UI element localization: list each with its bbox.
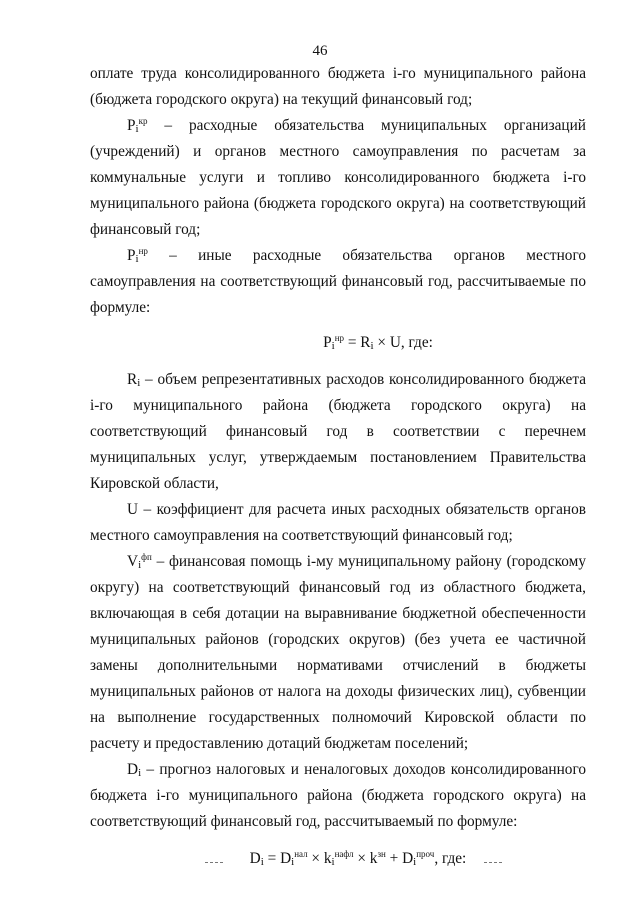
formula-superscript: проч <box>416 849 435 859</box>
formula-term: × k <box>353 850 378 867</box>
definition-text: – финансовая помощь i-му муниципальному району (городскому округу) на соответствующий финансовый год из областного бюджета, включающая в себя дотации на выравнивание бюджетной обеспеченности муниципальных районов (городских округов) (без учета ее частичной замены дополнительными нормативами отчислений в бюджеты муниципальных районов от налога на доходы физических лиц), субвенции на выполнение государственных полномочий Кировской области по расчету и предоставлению дотаций бюджетам поселений; <box>90 553 586 752</box>
footer-mark-left <box>205 862 223 864</box>
formula-term: , где: <box>434 850 467 867</box>
formula-term: = R <box>344 334 371 351</box>
paragraph-r-definition <box>90 367 586 497</box>
formula-subscript: i <box>331 340 335 352</box>
paragraph-p-kr-definition <box>90 113 586 243</box>
symbol-p: P <box>127 117 136 134</box>
formula-superscript: нал <box>294 849 308 859</box>
formula-subscript: i <box>331 856 335 868</box>
symbol-subscript: i <box>137 377 141 389</box>
symbol-r: R <box>127 371 138 388</box>
document-body <box>90 61 586 873</box>
formula-superscript: нр <box>334 333 345 343</box>
formula-term: P <box>323 334 332 351</box>
symbol-superscript: кр <box>138 116 148 126</box>
symbol-subscript: i <box>135 253 139 265</box>
formula-subscript: i <box>291 856 295 868</box>
paragraph-d-definition <box>90 757 586 835</box>
symbol-v: V <box>127 553 139 570</box>
formula-term: × k <box>307 850 332 867</box>
formula-subscript: i <box>413 856 417 868</box>
formula-term: + D <box>385 850 414 867</box>
paragraph-v-fp-definition <box>90 549 586 757</box>
symbol-subscript: i <box>135 123 139 135</box>
formula-subscript: i <box>370 340 374 352</box>
formula-d <box>130 845 586 873</box>
definition-text: – расходные обязательства муниципальных организаций (учреждений) и органов местного самоуправления по расчетам за коммунальные услуги и топливо консолидированного бюджета i-го муниципального района (бюджета городского округа) на соответствующий финансовый год; <box>90 117 586 238</box>
paragraph-continuation: оплате труда консолидированного бюджета i-го муниципального района (бюджета городского округа) на текущий финансовый год; <box>90 65 586 108</box>
footer-mark-right <box>484 862 502 864</box>
formula-term: × U, где: <box>373 334 433 351</box>
formula-term: = D <box>263 850 292 867</box>
formula-superscript: зн <box>377 849 386 859</box>
symbol-subscript: i <box>138 559 142 571</box>
paragraph-p-nr-definition <box>90 243 586 321</box>
definition-text: – иные расходные обязательства органов местного самоуправления на соответствующий финансовый год, рассчитываемые по формуле: <box>90 247 586 316</box>
formula-subscript: i <box>260 856 264 868</box>
symbol-subscript: i <box>138 767 142 779</box>
formula-p-nr <box>170 329 586 357</box>
paragraph-u-definition: U – коэффициент для расчета иных расходных обязательств органов местного самоуправления на соответствующий финансовый год; <box>90 501 586 544</box>
symbol-d: D <box>127 761 139 778</box>
symbol-p: P <box>127 247 136 264</box>
symbol-superscript: фп <box>141 552 152 562</box>
definition-text: – объем репрезентативных расходов консолидированного бюджета i-го муниципального района (бюджета городского округа) на соответствующий финансовый год в соответствии с перечнем муниципальных услуг, утверждаемым постановлением Правительства Кировской области, <box>90 371 586 492</box>
symbol-superscript: нр <box>138 246 148 256</box>
formula-term: D <box>249 850 261 867</box>
formula-superscript: нафл <box>334 849 354 859</box>
definition-text: – прогноз налоговых и неналоговых доходов консолидированного бюджета i-го муниципального района (бюджета городского округа) на соответствующий финансовый год, рассчитываемый по формуле: <box>90 761 586 830</box>
page-number: 46 <box>312 43 328 59</box>
